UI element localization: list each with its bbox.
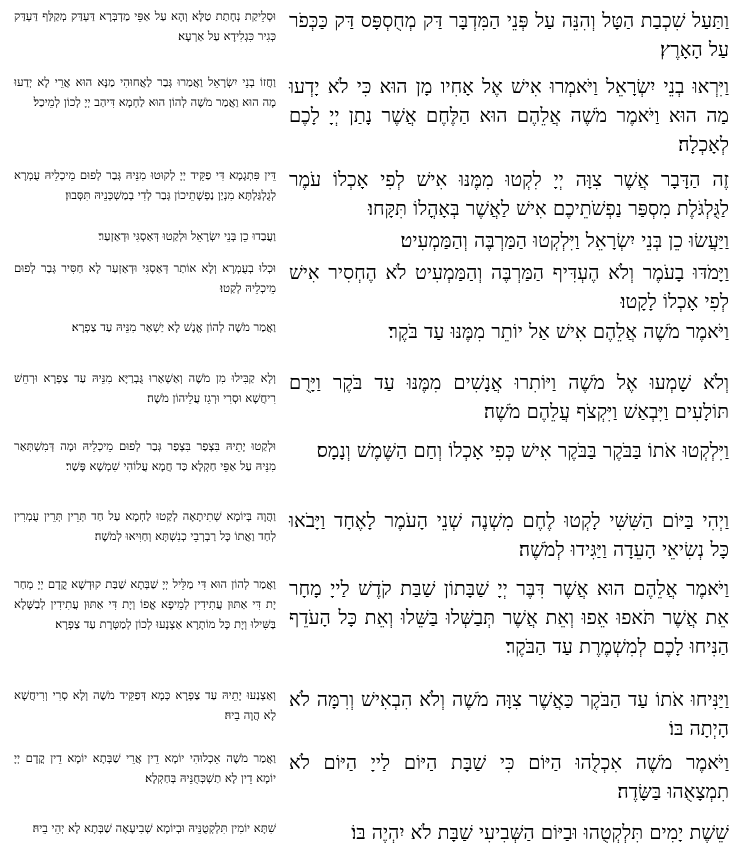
hebrew-verse: וַיַּנִּיחוּ אֹתוֹ עַד הַבֹּקֶר כַּאֲשֶׁר צִוָּה מֹשֶׁה וְלֹא הִבְאִישׁ וְרִמָּה לֹא הָיְתָה בּוֹ׃ [289, 688, 729, 740]
onkelos-translation: וְאַצְנַעוּ יָתֵיהּ עַד צַפְרָא כְּמָא דְּפַקֵּיד מֹשֶׁה וְלָא סְרִי וְרִיחֲשָׁא לָא הֲוָה בֵיהּ׃ [14, 688, 276, 722]
onkelos-translation: דֵּין פִּתְגָמָא דִּי פַקֵּיד יְיָ לְקוּטוּ מִנֵּיהּ גְּבַר לְפוּם מֵיכְלֵיהּ עֻמְרָא לְגֻלְגַּלְתָּא מִנְיַן נַפְשָׁתֵיכוֹן גְּבַר לְדִי בְמַשְׁכְּנֵיהּ תִּסְּבוּן׃ [14, 168, 276, 202]
onkelos-translation: וַאֲמַר מֹשֶׁה לְהוֹן אֱנָשׁ לָא יַשְׁאַר מִנֵּיהּ עַד צַפְרָא׃ [71, 320, 276, 334]
hebrew-verse: וְלֹא שָׁמְעוּ אֶל מֹשֶׁה וַיּוֹתִרוּ אֲנָשִׁים מִמֶּנּוּ עַד בֹּקֶר וַיָּרֻם תּוֹלָעִים וַיִּבְאַשׁ וַיִּקְצֹף עֲלֵהֶם מֹשֶׁה׃ [289, 371, 729, 423]
hebrew-verse: וַתַּעַל שִׁכְבַת הַטָּל וְהִנֵּה עַל פְּנֵי הַמִּדְבָּר דַּק מְחֻסְפָּס דַּק כַּכְּפֹר עַל הָאָרֶץ׃ [289, 9, 729, 61]
onkelos-translation: וַאֲמַר מֹשֶׁה אֵכְלוּהִי יוֹמָא דֵין אֲרֵי שַׁבְּתָא יוֹמָא דֵין קֳדָם יְיָ יוֹמָא דֵין לָא תַשְׁכְּחֻנֵּיהּ בְּחַקְלָא׃ [14, 751, 276, 785]
onkelos-translation: וַעֲבַדוּ כֵן בְּנֵי יִשְׂרָאֵל וּלְקַטוּ דְּאַסְגִּי וּדְאַזְעַר׃ [98, 229, 276, 243]
hebrew-verse: שֵׁשֶׁת יָמִים תִּלְקְטֻהוּ וּבַיּוֹם הַשְּׁבִיעִי שַׁבָּת לֹא יִהְיֶה בּוֹ׃ [351, 821, 729, 844]
hebrew-verse: וַיַּעֲשׂוּ כֵן בְּנֵי יִשְׂרָאֵל וַיִּלְקְטוּ הַמַּרְבֶּה וְהַמַּמְעִיט׃ [400, 229, 729, 252]
onkelos-translation: וַהֲוָה בְּיוֹמָא שְׁתִיתָאָה לְקַטוּ לַחְמָא עַל חַד תְּרֵין תְּרֵין עֻמְרִין לְחַד וַאֲתוֹ כָּל רַבְרְבֵי כְנִשְׁתָּא וְחַוִּיאוּ לְמֹשֶׁה׃ [14, 509, 276, 543]
hebrew-verse: וַיְהִי בַּיּוֹם הַשִּׁשִּׁי לָקְטוּ לֶחֶם מִשְׁנֶה שְׁנֵי הָעֹמֶר לָאֶחָד וַיָּבֹאוּ כָּל נְשִׂיאֵי הָעֵדָה וַיַּגִּידוּ לְמֹשֶׁה׃ [289, 509, 729, 561]
onkelos-translation: וַאֲמַר לְהוֹן הוּא דִּי מַלֵּיל יְיָ שַׁבְּתָא שַׁבַּת קוּדְשָׁא קֳדָם יְיָ מְחַר יָת דִּי אַתּוּן עֲתִידִין לְמֵיפָא אֱפוֹ וְיָת דִּי אַתּוּן עֲתִידִין לְבַשָּׁלָא בַּשִּׁילוּ וְיָת כָּל מוֹתָרָא אַצְנָעוּ לְכוֹן לְמַטְּרָת עַד צַפְרָא׃ [14, 577, 276, 631]
hebrew-verse: זֶה הַדָּבָר אֲשֶׁר צִוָּה יְיָ לִקְטוּ מִמֶּנּוּ אִישׁ לְפִי אָכְלוֹ עֹמֶר לַגֻּלְגֹּלֶת מִסְפַּר נַפְשֹׁתֵיכֶם אִישׁ לַאֲשֶׁר בְּאָהֳלוֹ תִּקָּחוּ׃ [289, 168, 729, 220]
onkelos-translation: וּסְלֵיקַת נְחָתַת טַלָּא וְהָא עַל אַפֵּי מַדְבְּרָא דַּעְדַּק מְקַלַּף דַּעְדַּק כְּגִיר כִּגְלִידָא עַל אַרְעָא׃ [14, 9, 276, 43]
onkelos-translation: שִׁתָּא יוֹמִין תִּלְקְטֻנֵּיהּ וּבְיוֹמָא שְׁבִיעָאָה שַׁבְּתָא לָא יְהֵי בֵיהּ׃ [32, 821, 276, 835]
hebrew-verse: וַיֹּאמֶר מֹשֶׁה אִכְלֻהוּ הַיּוֹם כִּי שַׁבָּת הַיּוֹם לַייָ הַיּוֹם לֹא תִמְצָאֻהוּ בַּשָּׂדֶה׃ [289, 751, 729, 803]
onkelos-translation: וּכְלוּ בְעֻמְרָא וְלָא אוֹתַר דְּאַסְגִּי וּדְאַזְעַר לָא חַסִּיר גְּבַר לְפוּם מֵיכְלֵיהּ לְקַטוּ׃ [14, 261, 276, 295]
hebrew-verse: וַיָּמֹדּוּ בָעֹמֶר וְלֹא הֶעְדִּיף הַמַּרְבֶּה וְהַמַּמְעִיט לֹא הֶחְסִיר אִישׁ לְפִי אָכְלוֹ לָקָטוּ׃ [289, 261, 729, 313]
onkelos-translation: וַחֲזוֹ בְנֵי יִשְׂרָאֵל וַאֲמַרוּ גְּבַר לַאֲחוּהִי מַנָּא הוּא אֲרֵי לָא יְדַעוּ מָה הוּא וַאֲמַר מֹשֶׁה לְהוֹן הוּא לַחְמָא דִּיהַב יְיָ לְכוֹן לְמֵיכַל׃ [14, 75, 276, 109]
hebrew-verse: וַיֹּאמֶר מֹשֶׁה אֲלֵהֶם אִישׁ אַל יוֹתֵר מִמֶּנּוּ עַד בֹּקֶר׃ [388, 320, 729, 343]
onkelos-translation: וּלְקַטוּ יָתֵיהּ בִּצְפַר בִּצְפַר גְּבַר לְפוּם מֵיכְלֵיהּ וּמָה דְּמִשְׁתְּאַר מִנֵּיהּ עַל אַפֵּי חַקְלָא כַּד חֲמָא עֲלוֹהִי שִׁמְשָׁא פָּשַׁר׃ [14, 439, 276, 473]
hebrew-verse: וַיִּרְאוּ בְנֵי יִשְׂרָאֵל וַיֹּאמְרוּ אִישׁ אֶל אָחִיו מָן הוּא כִּי לֹא יָדְעוּ מַה הוּא וַיֹּאמֶר מֹשֶׁה אֲלֵהֶם הוּא הַלֶּחֶם אֲשֶׁר נָתַן יְיָ לָכֶם לְאָכְלָה׃ [289, 75, 729, 156]
onkelos-translation: וְלָא קַבִּילוּ מִן מֹשֶׁה וְאַשְׁאַרוּ גֻּבְרַיָּא מִנֵּיהּ עַד צַפְרָא וּרְחֵשׁ רִיחֲשָׁא וּסְרִי וּרְגֵז עֲלֵיהוֹן מֹשֶׁה׃ [14, 371, 276, 405]
hebrew-verse: וַיֹּאמֶר אֲלֵהֶם הוּא אֲשֶׁר דִּבֶּר יְיָ שַׁבָּתוֹן שַׁבַּת קֹדֶשׁ לַייָ מָחָר אֵת אֲשֶׁר תֹּאפוּ אֵפוּ וְאֵת אֲשֶׁר תְּבַשְּׁלוּ בַּשֵּׁלוּ וְאֵת כָּל הָעֹדֵף הַנִּיחוּ לָכֶם לְמִשְׁמֶרֶת עַד הַבֹּקֶר׃ [289, 577, 729, 658]
hebrew-verse: וַיִּלְקְטוּ אֹתוֹ בַּבֹּקֶר בַּבֹּקֶר אִישׁ כְּפִי אָכְלוֹ וְחַם הַשֶּׁמֶשׁ וְנָמָס׃ [316, 439, 729, 462]
